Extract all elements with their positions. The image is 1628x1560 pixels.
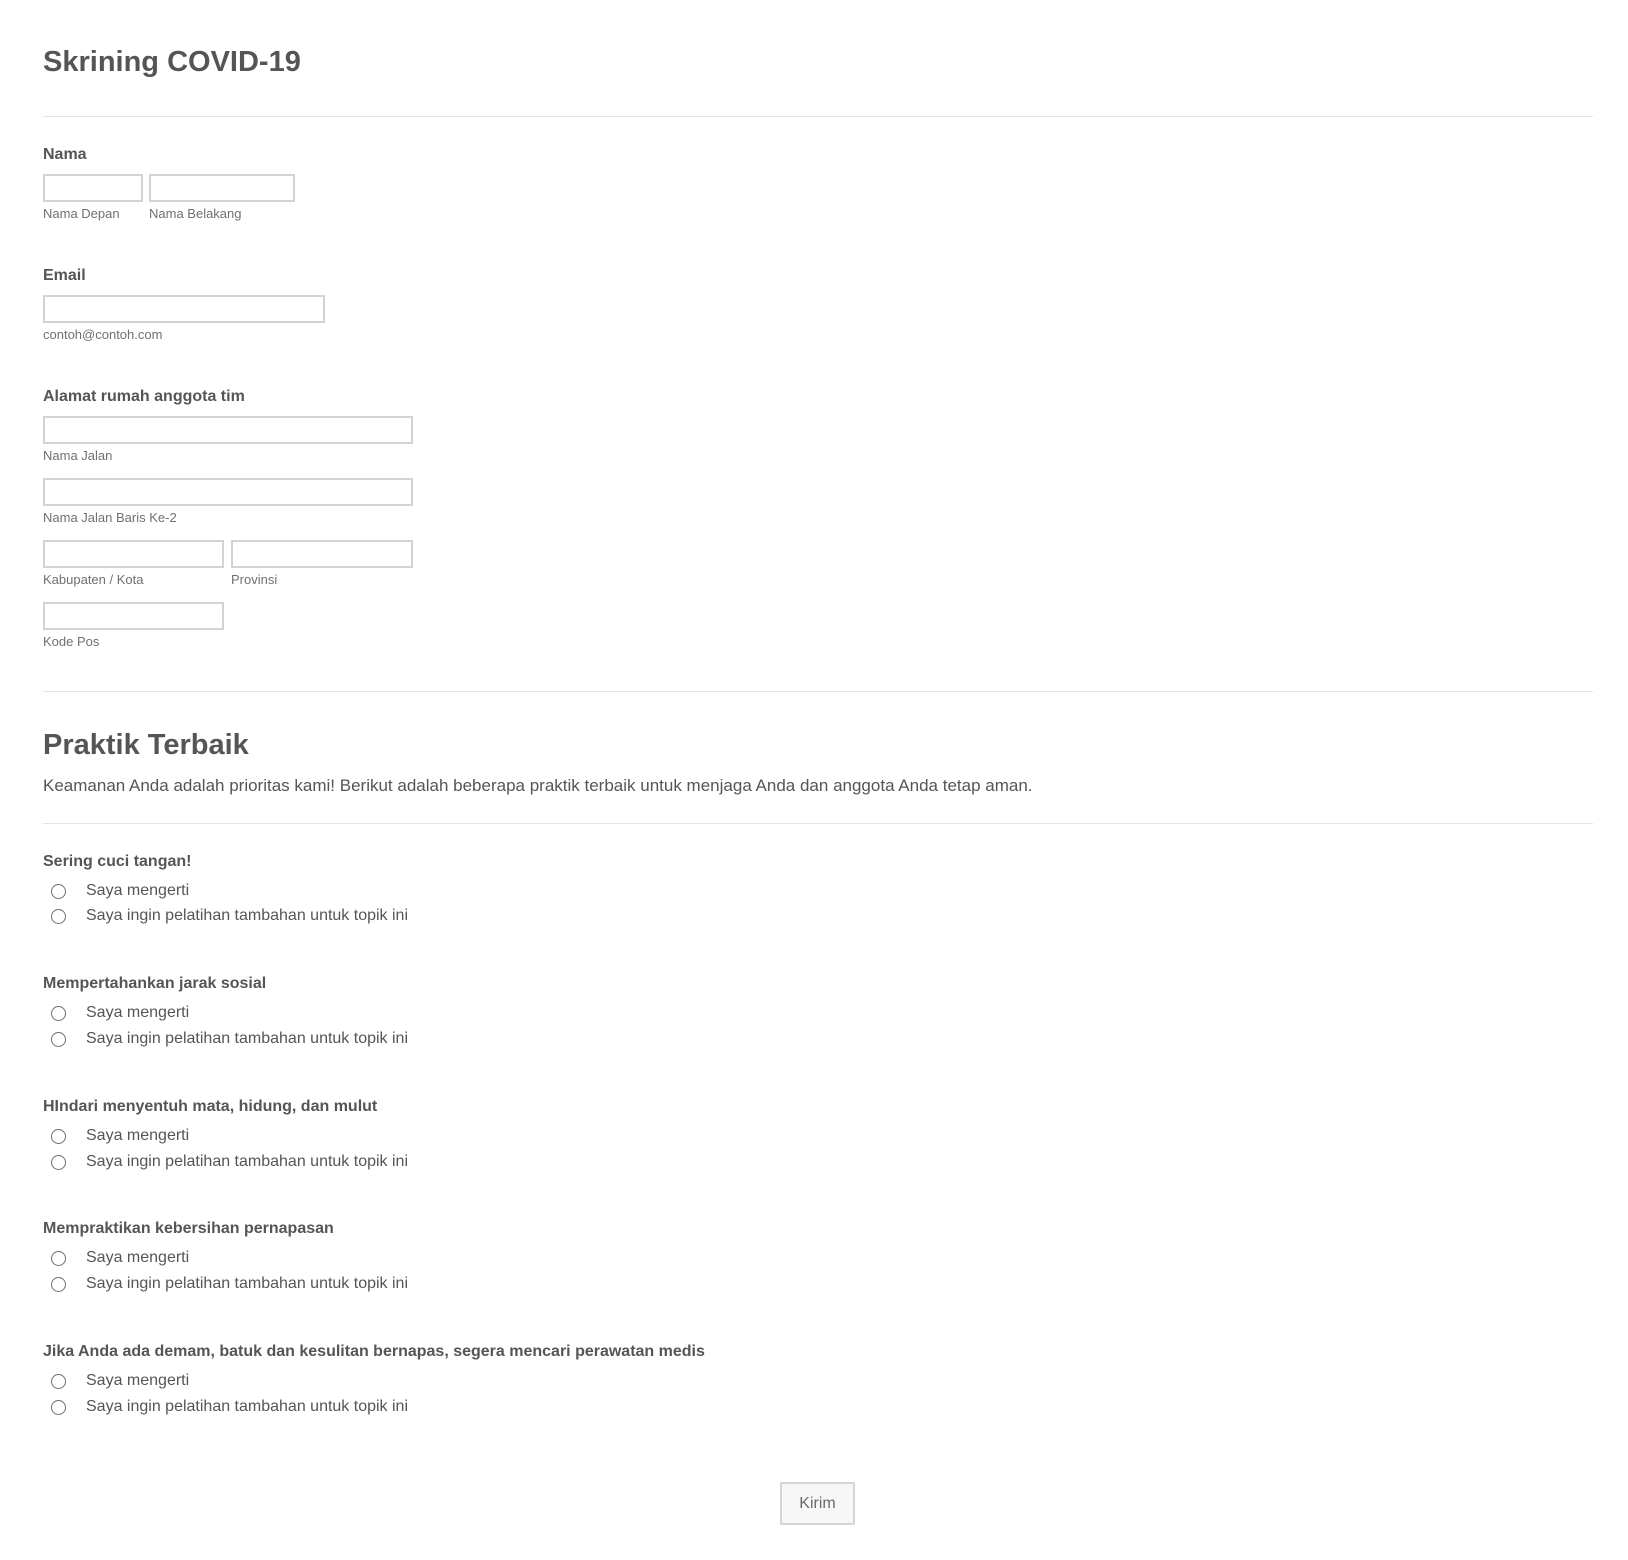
- divider: [43, 823, 1593, 824]
- radio-button[interactable]: [51, 1251, 66, 1266]
- submit-button[interactable]: [780, 1482, 855, 1525]
- street-sublabel: Nama Jalan: [43, 448, 113, 463]
- page-title: Skrining COVID-19: [43, 46, 301, 78]
- last-name-sublabel: Nama Belakang: [149, 206, 242, 221]
- radio-label[interactable]: Saya ingin pelatihan tambahan untuk topik ini: [86, 1398, 408, 1415]
- radio-label[interactable]: Saya ingin pelatihan tambahan untuk topik ini: [86, 1153, 408, 1170]
- address-label: Alamat rumah anggota tim: [43, 388, 245, 405]
- radio-button[interactable]: [51, 1129, 66, 1144]
- divider: [43, 116, 1593, 117]
- radio-button[interactable]: [51, 1032, 66, 1047]
- radio-option[interactable]: [51, 1029, 408, 1049]
- radio-label[interactable]: Saya mengerti: [86, 882, 190, 899]
- state-sublabel: Provinsi: [231, 572, 278, 587]
- radio-label[interactable]: Saya mengerti: [86, 1372, 190, 1389]
- radio-option[interactable]: [51, 1126, 189, 1146]
- postal-code-sublabel: Kode Pos: [43, 634, 100, 649]
- radio-button[interactable]: [51, 909, 66, 924]
- section-title: Praktik Terbaik: [43, 729, 249, 761]
- radio-label[interactable]: Saya mengerti: [86, 1127, 190, 1144]
- radio-button[interactable]: [51, 1155, 66, 1170]
- radio-button[interactable]: [51, 1006, 66, 1021]
- last-name-input[interactable]: [149, 174, 295, 202]
- question-label: Mempertahankan jarak sosial: [43, 975, 267, 992]
- radio-option[interactable]: [51, 906, 408, 926]
- email-sublabel: contoh@contoh.com: [43, 327, 163, 342]
- radio-label[interactable]: Saya mengerti: [86, 1249, 190, 1266]
- radio-option[interactable]: [51, 881, 189, 901]
- question-label: Mempraktikan kebersihan pernapasan: [43, 1220, 334, 1237]
- state-input[interactable]: [231, 540, 413, 568]
- question-label: HIndari menyentuh mata, hidung, dan mulut: [43, 1098, 378, 1115]
- section-description: Keamanan Anda adalah prioritas kami! Berikut adalah beberapa praktik terbaik untuk menjaga Anda dan anggota Anda tetap aman.: [43, 776, 1033, 795]
- radio-button[interactable]: [51, 1374, 66, 1389]
- radio-label[interactable]: Saya ingin pelatihan tambahan untuk topik ini: [86, 1275, 408, 1292]
- radio-option[interactable]: [51, 1371, 189, 1391]
- city-sublabel: Kabupaten / Kota: [43, 572, 144, 587]
- city-input[interactable]: [43, 540, 224, 568]
- radio-button[interactable]: [51, 1400, 66, 1415]
- radio-label[interactable]: Saya mengerti: [86, 1004, 190, 1021]
- radio-label[interactable]: Saya ingin pelatihan tambahan untuk topik ini: [86, 907, 408, 924]
- radio-label[interactable]: Saya ingin pelatihan tambahan untuk topik ini: [86, 1030, 408, 1047]
- first-name-sublabel: Nama Depan: [43, 206, 120, 221]
- postal-code-input[interactable]: [43, 602, 224, 630]
- radio-option[interactable]: [51, 1274, 408, 1294]
- email-field[interactable]: [43, 295, 325, 323]
- radio-option[interactable]: [51, 1003, 189, 1023]
- email-label: Email: [43, 267, 86, 284]
- radio-option[interactable]: [51, 1152, 408, 1172]
- street-input[interactable]: [43, 416, 413, 444]
- question-label: Jika Anda ada demam, batuk dan kesulitan bernapas, segera mencari perawatan medis: [43, 1343, 705, 1360]
- radio-button[interactable]: [51, 884, 66, 899]
- question-label: Sering cuci tangan!: [43, 853, 192, 870]
- street2-input[interactable]: [43, 478, 413, 506]
- street2-sublabel: Nama Jalan Baris Ke-2: [43, 510, 177, 525]
- radio-option[interactable]: [51, 1248, 189, 1268]
- radio-button[interactable]: [51, 1277, 66, 1292]
- first-name-input[interactable]: [43, 174, 143, 202]
- submit-label: Kirim: [799, 1494, 836, 1512]
- divider: [43, 691, 1593, 692]
- name-label: Nama: [43, 146, 87, 163]
- radio-option[interactable]: [51, 1397, 408, 1417]
